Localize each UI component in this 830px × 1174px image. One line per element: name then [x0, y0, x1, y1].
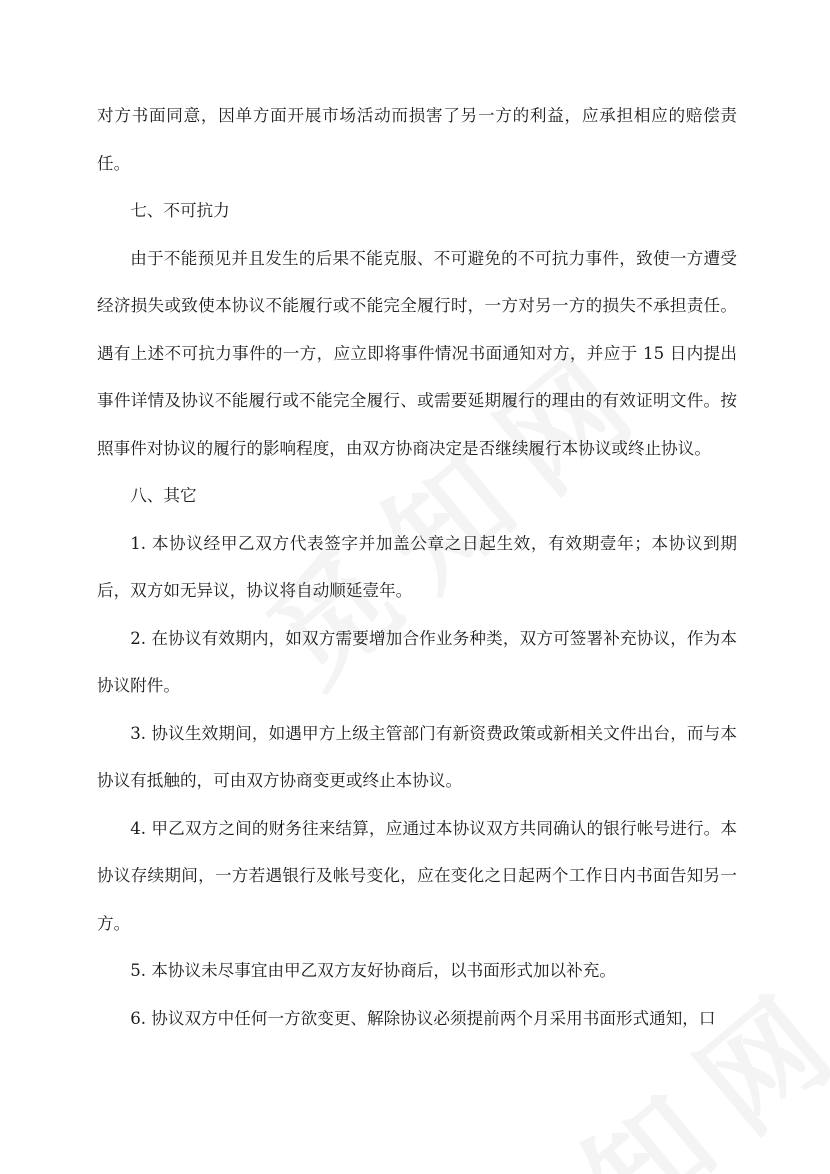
clause-3: 3. 协议生效期间，如遇甲方上级主管部门有新资费政策或新相关文件出台，而与本协议有抵触的，可由双方协商变更或终止本协议。	[97, 723, 737, 790]
paragraph-force-majeure: 由于不能预见并且发生的后果不能克服、不可避免的不可抗力事件，致使一方遭受经济损失或致使本协议不能履行或不能完全履行时，一方对另一方的损失不承担责任。遇有上述不可抗力事件的一方，应立即将事件情况书面通知对方，并应于 15 日内提出事件详情及协议不能履行或不能完全履行、或需要延期履行的理由的有效证明文件。按照事件对协议的履行的影响程度，由双方协商决定是否继续履行本协议或终止协议。	[97, 248, 737, 458]
clause-2: 2. 在协议有效期内，如双方需要增加合作业务种类，双方可签署补充协议，作为本协议附件。	[97, 628, 737, 695]
clause-1: 1. 本协议经甲乙双方代表签字并加盖公章之日起生效，有效期壹年；本协议到期后，双方如无异议，协议将自动顺延壹年。	[97, 533, 737, 600]
clause-4: 4. 甲乙双方之间的财务往来结算，应通过本协议双方共同确认的银行帐号进行。本协议存续期间，一方若遇银行及帐号变化，应在变化之日起两个工作日内书面告知另一方。	[97, 818, 737, 933]
section-heading-force-majeure: 七、不可抗力	[130, 201, 230, 220]
document-body	[97, 92, 737, 1042]
section-heading-other: 八、其它	[130, 486, 197, 505]
clause-5: 5. 本协议未尽事宜由甲乙双方友好协商后，以书面形式加以补充。	[130, 961, 616, 980]
clause-6: 6. 协议双方中任何一方欲变更、解除协议必须提前两个月采用书面形式通知，口	[130, 1008, 716, 1028]
paragraph-continuation: 对方书面同意，因单方面开展市场活动而损害了另一方的利益，应承担相应的赔偿责任。	[97, 106, 737, 173]
